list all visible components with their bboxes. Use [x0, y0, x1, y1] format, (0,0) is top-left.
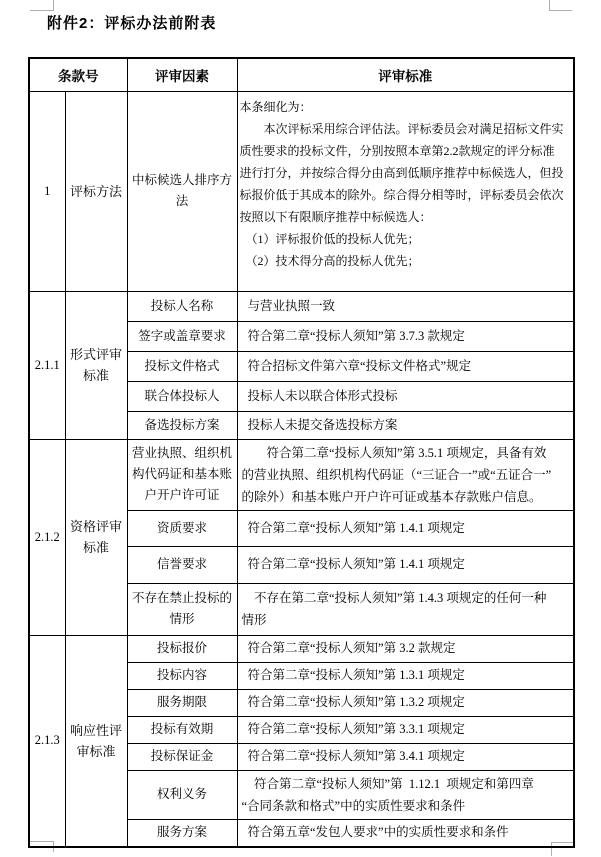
header-evaluation-factor: 评审因素 [127, 58, 237, 91]
factor-cell: 投标有效期 [127, 716, 237, 743]
factor-cell: 权利义务 [127, 770, 237, 819]
table-row [29, 439, 574, 510]
page-boundary-mark-top-left [30, 0, 54, 11]
factor-cell: 备选投标方案 [127, 411, 237, 439]
standard-cell: 不存在第二章“投标人须知”第 1.4.3 项规定的任何一种 情形 [237, 583, 574, 635]
standard-cell: 符合第二章“投标人须知”第 3.4.1 项规定 [237, 743, 574, 770]
standard-cell: 与营业执照一致 [237, 291, 574, 321]
table-row [29, 91, 574, 291]
clause-category-cell: 评标方法 [65, 91, 127, 291]
standard-cell: 投标人未以联合体形式投标 [237, 381, 574, 411]
factor-cell: 联合体投标人 [127, 381, 237, 411]
standard-cell: 符合第二章“投标人须知”第 1.12.1 项规定和第四章 “合同条款和格式”中的实质性要求和条件 [237, 770, 574, 819]
clause-category-cell: 响应性评审标准 [65, 635, 127, 847]
factor-cell: 投标人名称 [127, 291, 237, 321]
standard-cell: 符合第二章“投标人须知”第 3.5.1 项规定，具备有效 的营业执照、组织机构代码证（“三证合一”或“五证合一” 的除外）和基本账户开户许可证或基本存款账户信息。 [237, 439, 574, 510]
factor-cell: 投标报价 [127, 635, 237, 662]
factor-cell: 签字或盖章要求 [127, 321, 237, 351]
table-row [29, 291, 574, 321]
standard-cell: 符合第二章“投标人须知”第 1.3.1 项规定 [237, 662, 574, 689]
factor-cell: 中标候选人排序方法 [127, 91, 237, 291]
standard-cell: 本条细化为： 本次评标采用综合评估法。评标委员会对满足招标文件实 质性要求的投标文件，分别按照本章第2.2款规定的评分标准 进行打分，并按综合得分由高到低顺序推荐中标候选人，但投 标报价低于其成本的除外。综合得分相等时，评标委员会依次 按照以下有限顺序推荐中标候选人： （1）评标报价低的投标人优先； （2）技术得分高的投标人优先； [237, 91, 574, 291]
header-clause-number: 条款号 [29, 58, 127, 91]
page-boundary-mark-top-right [549, 0, 572, 11]
table-row [29, 635, 574, 662]
standard-cell: 符合第五章“发包人要求”中的实质性要求和条件 [237, 819, 574, 847]
clause-category-cell: 形式评审标准 [65, 291, 127, 439]
clause-number-cell: 2.1.3 [29, 635, 65, 847]
clause-category-cell: 资格评审标准 [65, 439, 127, 635]
factor-cell: 投标文件格式 [127, 351, 237, 381]
standard-cell: 符合第二章“投标人须知”第 3.3.1 项规定 [237, 716, 574, 743]
standard-cell: 符合第二章“投标人须知”第 1.4.1 项规定 [237, 510, 574, 546]
clause-number-cell: 2.1.1 [29, 291, 65, 439]
standard-cell: 符合第二章“投标人须知”第 1.3.2 项规定 [237, 689, 574, 716]
factor-cell: 投标内容 [127, 662, 237, 689]
header-evaluation-standard: 评审标准 [237, 58, 574, 91]
clause-number-cell: 1 [29, 91, 65, 291]
document-title: 附件2：评标办法前附表 [47, 15, 217, 32]
factor-cell: 服务方案 [127, 819, 237, 847]
standard-cell: 符合第二章“投标人须知”第 3.7.3 款规定 [237, 321, 574, 351]
evaluation-criteria-table [28, 57, 575, 848]
factor-cell: 资质要求 [127, 510, 237, 546]
table-header-row [29, 58, 574, 91]
factor-cell: 信誉要求 [127, 546, 237, 583]
standard-cell: 符合第二章“投标人须知”第 3.2 款规定 [237, 635, 574, 662]
factor-cell: 营业执照、组织机构代码证和基本账户开户许可证 [127, 439, 237, 510]
factor-cell: 投标保证金 [127, 743, 237, 770]
standard-cell: 符合第二章“投标人须知”第 1.4.1 项规定 [237, 546, 574, 583]
clause-number-cell: 2.1.2 [29, 439, 65, 635]
standard-cell: 投标人未提交备选投标方案 [237, 411, 574, 439]
factor-cell: 服务期限 [127, 689, 237, 716]
factor-cell: 不存在禁止投标的情形 [127, 583, 237, 635]
standard-cell: 符合招标文件第六章“投标文件格式”规定 [237, 351, 574, 381]
